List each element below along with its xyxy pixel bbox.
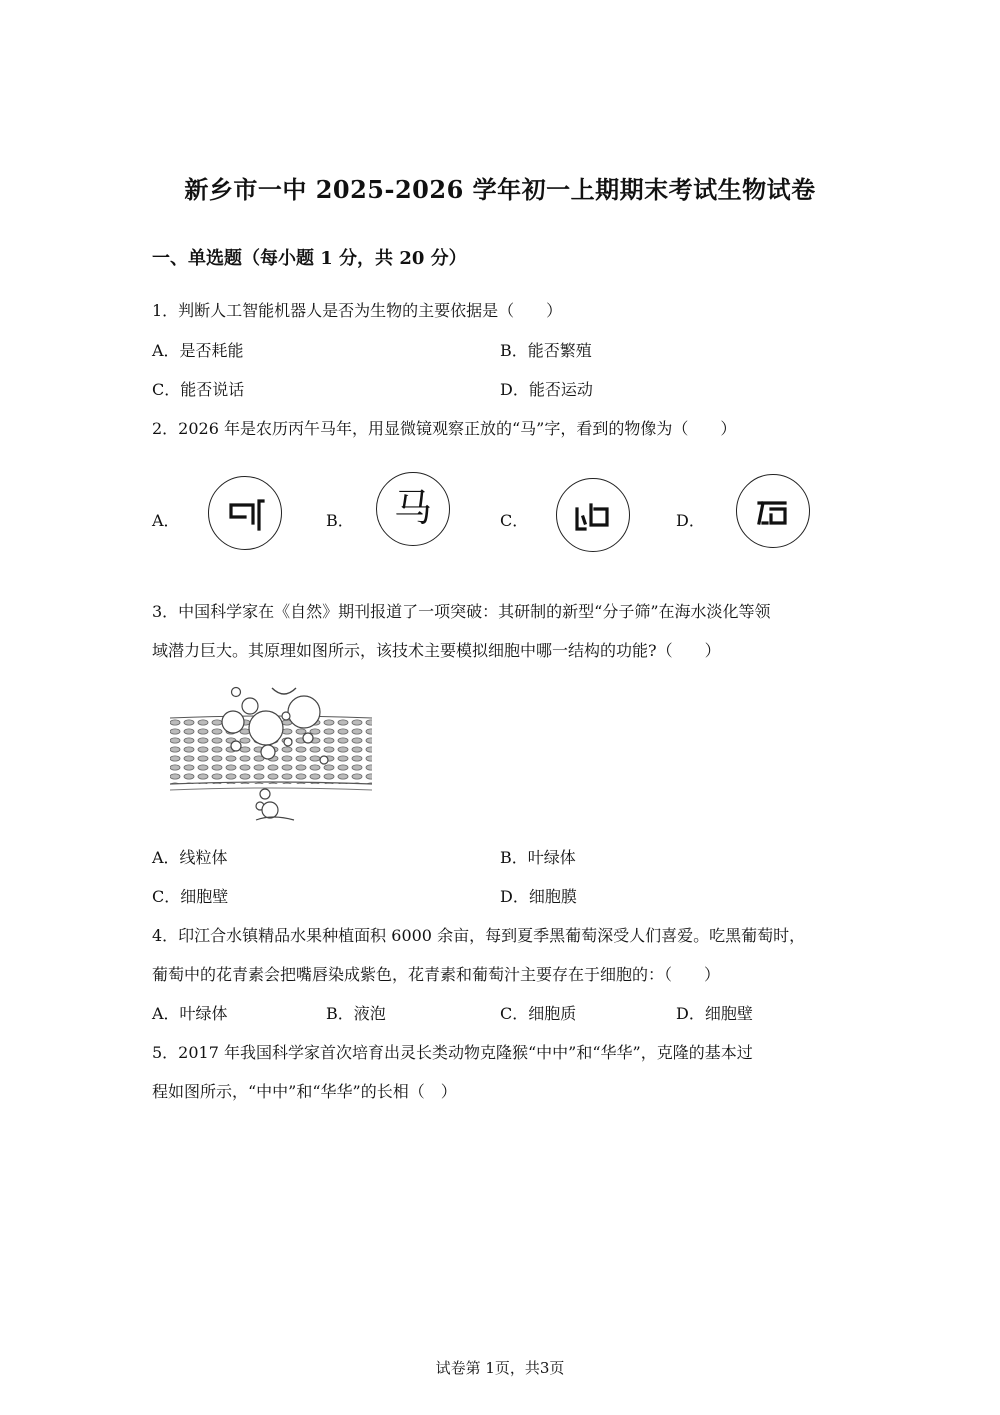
q2-option-a-image [208, 476, 282, 550]
q1-option-b: B．能否繁殖 [500, 341, 592, 360]
q4-option-d: D．细胞壁 [676, 1004, 753, 1023]
q2-option-b-glyph: 马 [393, 486, 433, 530]
q2-option-d-image [736, 474, 810, 548]
q2-option-b-label: B． [326, 511, 354, 530]
q1-option-d: D．能否运动 [500, 380, 593, 399]
q1-option-c: C．能否说话 [152, 380, 245, 399]
q4-option-a: A．叶绿体 [152, 1004, 228, 1023]
q2-option-c-image [556, 478, 630, 552]
question-4-stem-line-1: 4．印江合水镇精品水果种植面积 6000 余亩，每到夏季黑葡萄深受人们喜爱。吃黑葡萄时， [152, 926, 806, 945]
q4-option-c: C．细胞质 [500, 1004, 577, 1023]
section-title: 一、单选题（每小题 1 分，共 20 分） [152, 248, 467, 269]
q2-option-c-label: C． [500, 511, 529, 530]
question-3-stem-line-1: 3．中国科学家在《自然》期刊报道了一项突破：其研制的新型“分子筛”在海水淡化等领 [152, 602, 771, 621]
q3-option-b: B．叶绿体 [500, 848, 576, 867]
page-title: 新乡市一中 2025-2026 学年初一上期期末考试生物试卷 [184, 175, 816, 204]
q3-option-a: A．线粒体 [152, 848, 228, 867]
question-2-stem: 2．2026 年是农历丙午马年，用显微镜观察正放的“马”字，看到的物像为（ ） [152, 419, 737, 438]
q3-option-c: C．细胞壁 [152, 887, 229, 906]
page-footer: 试卷第 1页，共3页 [435, 1359, 565, 1377]
q2-option-d-label: D． [676, 511, 705, 530]
question-1-stem: 1．判断人工智能机器人是否为生物的主要依据是（ ） [152, 301, 563, 320]
q3-option-d: D．细胞膜 [500, 887, 577, 906]
q1-option-a: A．是否耗能 [152, 341, 244, 360]
q4-option-b: B．液泡 [326, 1004, 386, 1023]
question-5-stem-line-2: 程如图所示，“中中”和“华华”的长相（ ） [152, 1082, 457, 1101]
question-5-stem-line-1: 5．2017 年我国科学家首次培育出灵长类动物克隆猴“中中”和“华华”，克隆的基本过 [152, 1043, 753, 1062]
question-3-stem-line-2: 域潜力巨大。其原理如图所示，该技术主要模拟细胞中哪一结构的功能?（ ） [152, 641, 721, 660]
molecular-sieve-diagram [168, 682, 374, 822]
question-4-stem-line-2: 葡萄中的花青素会把嘴唇染成紫色，花青素和葡萄汁主要存在于细胞的：（ ） [152, 965, 721, 984]
q2-option-b-image [376, 472, 450, 546]
q2-option-a-label: A． [152, 511, 180, 530]
